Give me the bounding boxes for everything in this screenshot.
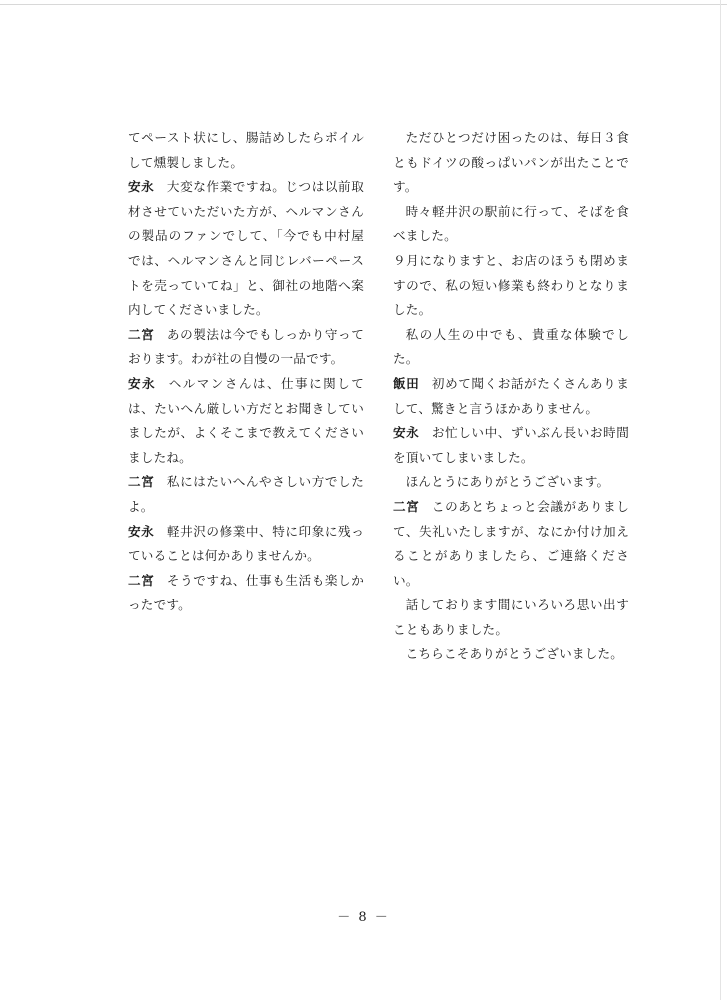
dialogue-text: 軽井沢の修業中、特に印象に残っていることは何かありませんか。 [128,523,364,564]
dialogue-text: お忙しい中、ずいぶん長いお時間を頂いてしまいました。 [393,425,629,465]
dialogue-paragraph [128,520,364,569]
speaker-name: 安永 [393,425,420,441]
speaker-name: 二宮 [128,326,155,342]
dialogue-paragraph [128,470,364,519]
left-column [128,126,364,618]
paragraph: ほんとうにありがとうございます。 [405,474,610,490]
speaker-name: 二宮 [393,498,420,514]
paragraph: 時々軽井沢の駅前に行って、そばを食べました。 [393,203,629,244]
dialogue-paragraph [393,495,629,593]
dialogue-text: 初めて聞くお話がたくさんありまして、驚きと言うほかありません。 [393,375,629,416]
speaker-name: 安永 [128,523,155,539]
paragraph: ただひとつだけ困ったのは、毎日３食ともドイツの酸っぱいパンが出たことです。 [393,130,629,195]
paragraph: 私の人生の中でも、貴重な体験でした。 [393,326,629,367]
paragraph: てペースト状にし、腸詰めしたらボイルして燻製しました。 [128,130,364,170]
dialogue-text: 私にはたいへんやさしい方でしたよ。 [128,474,364,514]
dialogue-text: ヘルマンさんは、仕事に関しては、たいへん厳しい方だとお聞きしていましたが、よくそこまで教えてくださいましたね。 [128,375,364,465]
dialogue-paragraph [128,372,364,470]
speaker-name: 二宮 [128,572,155,588]
page-number: － 8 － [337,910,390,925]
dialogue-paragraph [128,175,364,323]
dialogue-paragraph [393,372,629,421]
dialogue-text: 大変な作業ですね。じつは以前取材させていただいた方が、ヘルマンさんの製品のファンでして、「今でも中村屋では、ヘルマンさんと同じレバーペーストを売っていてね」と、御社の地階へ案内してくださいました。 [128,179,364,318]
speaker-name: 飯田 [393,375,420,391]
scan-top-edge [0,4,727,5]
paragraph: こちらこそありがとうございました。 [405,646,624,662]
right-column [393,126,629,667]
scan-right-edge [720,0,721,1000]
dialogue-paragraph [128,569,364,618]
speaker-name: 安永 [128,375,157,391]
speaker-name: 安永 [128,179,155,195]
paragraph: ９月になりますと、お店のほうも閉めますので、私の短い修業も終わりとなりました。 [393,252,629,318]
dialogue-paragraph [393,421,629,470]
dialogue-text: このあとちょっと会議がありまして、失礼いたしますが、なにか付け加えることがありましたら、ご連絡ください。 [393,498,629,588]
dialogue-text: あの製法は今でもしっかり守っております。わが社の自慢の一品です。 [128,326,364,367]
paragraph: 話しております間にいろいろ思い出すこともありました。 [393,597,629,637]
speaker-name: 二宮 [128,474,155,490]
dialogue-text: そうですね、仕事も生活も楽しかったです。 [128,572,364,613]
dialogue-paragraph [128,323,364,372]
